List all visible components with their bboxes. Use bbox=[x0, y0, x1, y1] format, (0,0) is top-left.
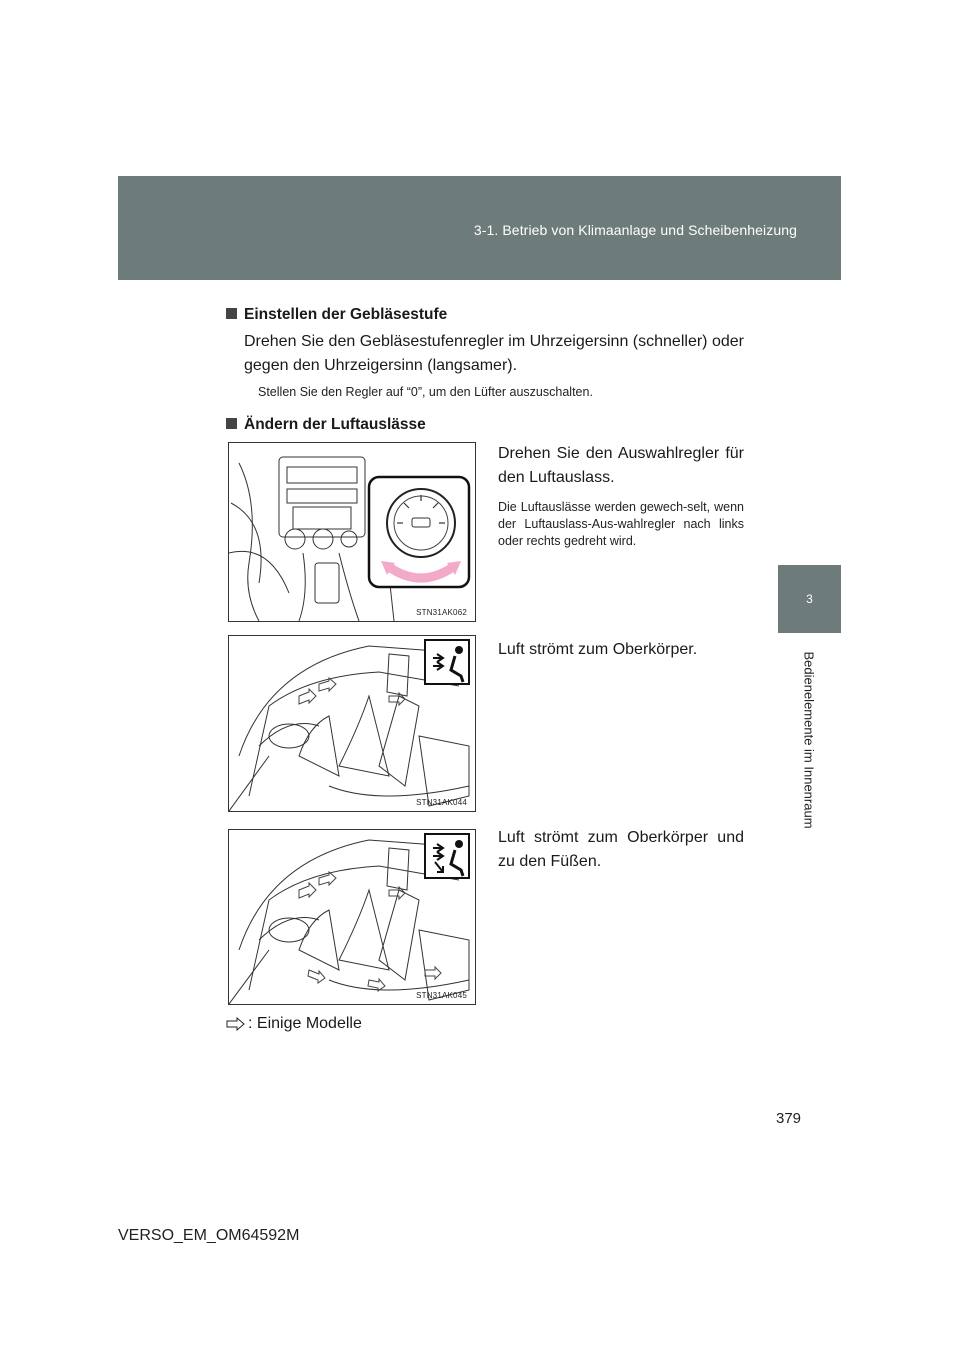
chapter-tab: 3 bbox=[778, 565, 841, 633]
chapter-side-label-text: Bedienelemente im Innenraum bbox=[801, 651, 817, 829]
legend-some-models bbox=[226, 1015, 362, 1033]
section-heading-text: Ändern der Luftauslässe bbox=[244, 416, 426, 433]
outlet-step1-text: Drehen Sie den Auswahlregler für den Luftauslass. bbox=[498, 445, 744, 486]
outlet-step2-text: Luft strömt zum Oberkörper. bbox=[498, 641, 698, 658]
dashboard-dial-illustration bbox=[229, 443, 475, 621]
header-band bbox=[118, 176, 841, 280]
figure-bilevel-airflow bbox=[228, 829, 476, 1005]
page-number: 379 bbox=[776, 1110, 802, 1127]
figure-code: STN31AK044 bbox=[416, 798, 467, 807]
figure-code: STN31AK062 bbox=[416, 608, 467, 617]
document-code: VERSO_EM_OM64592M bbox=[118, 1227, 300, 1244]
figure-dashboard-dial bbox=[228, 442, 476, 622]
section-heading-text: Einstellen der Gebläsestufe bbox=[244, 306, 448, 323]
section-heading-fan-speed bbox=[226, 306, 447, 324]
outline-arrow-icon bbox=[226, 1017, 246, 1031]
figure-upper-body-airflow bbox=[228, 635, 476, 812]
legend-text: : Einige Modelle bbox=[248, 1015, 362, 1032]
bullet-square-icon bbox=[226, 308, 237, 319]
fan-speed-note: Stellen Sie den Regler auf “0”, um den Lüfter auszuschalten. bbox=[258, 385, 593, 399]
outlet-step3-text: Luft strömt zum Oberkörper und zu den Füßen. bbox=[498, 829, 744, 870]
fan-speed-instructions: Drehen Sie den Gebläsestufenregler im Uhrzeigersinn (schneller) oder gegen den Uhrzeigersinn (langsamer). bbox=[244, 333, 744, 374]
car-interior-upper-illustration bbox=[229, 636, 475, 811]
outlet-step1-note: Die Luftauslässe werden gewech-selt, wenn der Luftauslass-Aus-wahlregler nach links oder rechts gedreht wird. bbox=[498, 500, 744, 548]
car-interior-bilevel-illustration bbox=[229, 830, 475, 1004]
figure-code: STN31AK045 bbox=[416, 991, 467, 1000]
bullet-square-icon bbox=[226, 418, 237, 429]
section-heading-air-outlets bbox=[226, 416, 426, 434]
header-title: 3-1. Betrieb von Klimaanlage und Scheibenheizung bbox=[473, 222, 797, 238]
